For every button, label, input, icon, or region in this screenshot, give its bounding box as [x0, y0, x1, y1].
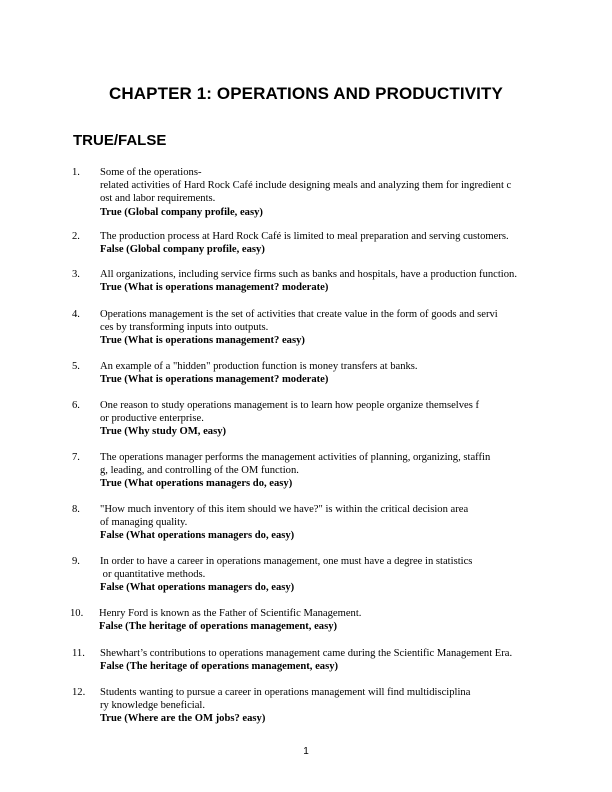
- question-body: [100, 230, 550, 256]
- question-answer: True (What is operations management? easy): [100, 335, 305, 347]
- question-number: 3.: [72, 269, 80, 280]
- question-text-line: The production process at Hard Rock Café is limited to meal preparation and serving customers.: [100, 231, 509, 242]
- question-answer: False (What operations managers do, easy): [100, 582, 295, 594]
- question-answer: True (Global company profile, easy): [100, 206, 263, 218]
- question-text-line: Henry Ford is known as the Father of Scientific Management.: [99, 608, 362, 619]
- question-text-line: or productive enterprise.: [100, 413, 204, 425]
- question-number: 10.: [70, 608, 84, 619]
- question-text-line: Students wanting to pursue a career in operations management will find multidisciplina: [100, 687, 471, 698]
- chapter-title: CHAPTER 1: OPERATIONS AND PRODUCTIVITY: [109, 84, 503, 103]
- question-answer: True (What is operations management? moderate): [100, 282, 329, 294]
- question-number: 6.: [72, 400, 80, 411]
- page-number: 1: [303, 746, 309, 757]
- question-text-line: related activities of Hard Rock Café include designing meals and analyzing them for ingredient c: [100, 180, 512, 192]
- question-text-line: or quantitative methods.: [100, 569, 206, 581]
- question-body: [100, 647, 550, 673]
- question-number: 11.: [72, 648, 85, 659]
- question-number: 1.: [72, 167, 80, 178]
- question-text-line: The operations manager performs the management activities of planning, organizing, staffin: [100, 452, 491, 463]
- question-text-line: In order to have a career in operations management, one must have a degree in statistics: [100, 556, 473, 567]
- question-answer: True (Where are the OM jobs? easy): [100, 713, 266, 725]
- question-body: [100, 399, 550, 439]
- question-text-line: Shewhart’s contributions to operations management came during the Scientific Management Era.: [100, 648, 513, 659]
- question-text-line: One reason to study operations management is to learn how people organize themselves f: [100, 400, 480, 411]
- question-number: 5.: [72, 361, 80, 372]
- question-answer: False (The heritage of operations management, easy): [100, 661, 339, 673]
- question-body: [99, 607, 549, 633]
- question-number: 12.: [72, 687, 86, 698]
- question-text-line: ry knowledge beneficial.: [100, 700, 206, 712]
- question-text-line: All organizations, including service firms such as banks and hospitals, have a production function.: [100, 269, 517, 280]
- question-body: [100, 268, 550, 294]
- question-answer: False (The heritage of operations management, easy): [99, 621, 338, 633]
- question-answer: True (Why study OM, easy): [100, 426, 227, 438]
- question-text-line: An example of a "hidden" production function is money transfers at banks.: [100, 361, 418, 372]
- question-text-line: ces by transforming inputs into outputs.: [100, 322, 269, 334]
- question-answer: True (What operations managers do, easy): [100, 478, 293, 490]
- question-body: [100, 166, 550, 219]
- question-text-line: g, leading, and controlling of the OM function.: [100, 465, 299, 477]
- question-body: [100, 451, 550, 491]
- question-text-line: "How much inventory of this item should we have?" is within the critical decision area: [100, 504, 469, 515]
- question-number: 8.: [72, 504, 80, 515]
- question-body: [100, 686, 550, 726]
- section-title: TRUE/FALSE: [73, 132, 167, 149]
- question-text-line: of managing quality.: [100, 517, 188, 529]
- question-text-line: Operations management is the set of activities that create value in the form of goods and servi: [100, 309, 498, 320]
- question-number: 9.: [72, 556, 80, 567]
- question-answer: False (Global company profile, easy): [100, 244, 265, 256]
- question-number: 2.: [72, 231, 80, 242]
- question-number: 7.: [72, 452, 80, 463]
- question-number: 4.: [72, 309, 80, 320]
- question-body: [100, 360, 550, 386]
- question-answer: True (What is operations management? moderate): [100, 374, 329, 386]
- question-text-line: ost and labor requirements.: [100, 193, 216, 205]
- question-text-line: Some of the operations-: [100, 167, 202, 178]
- question-answer: False (What operations managers do, easy): [100, 530, 295, 542]
- question-body: [100, 308, 550, 348]
- question-body: [100, 555, 550, 595]
- question-body: [100, 503, 550, 543]
